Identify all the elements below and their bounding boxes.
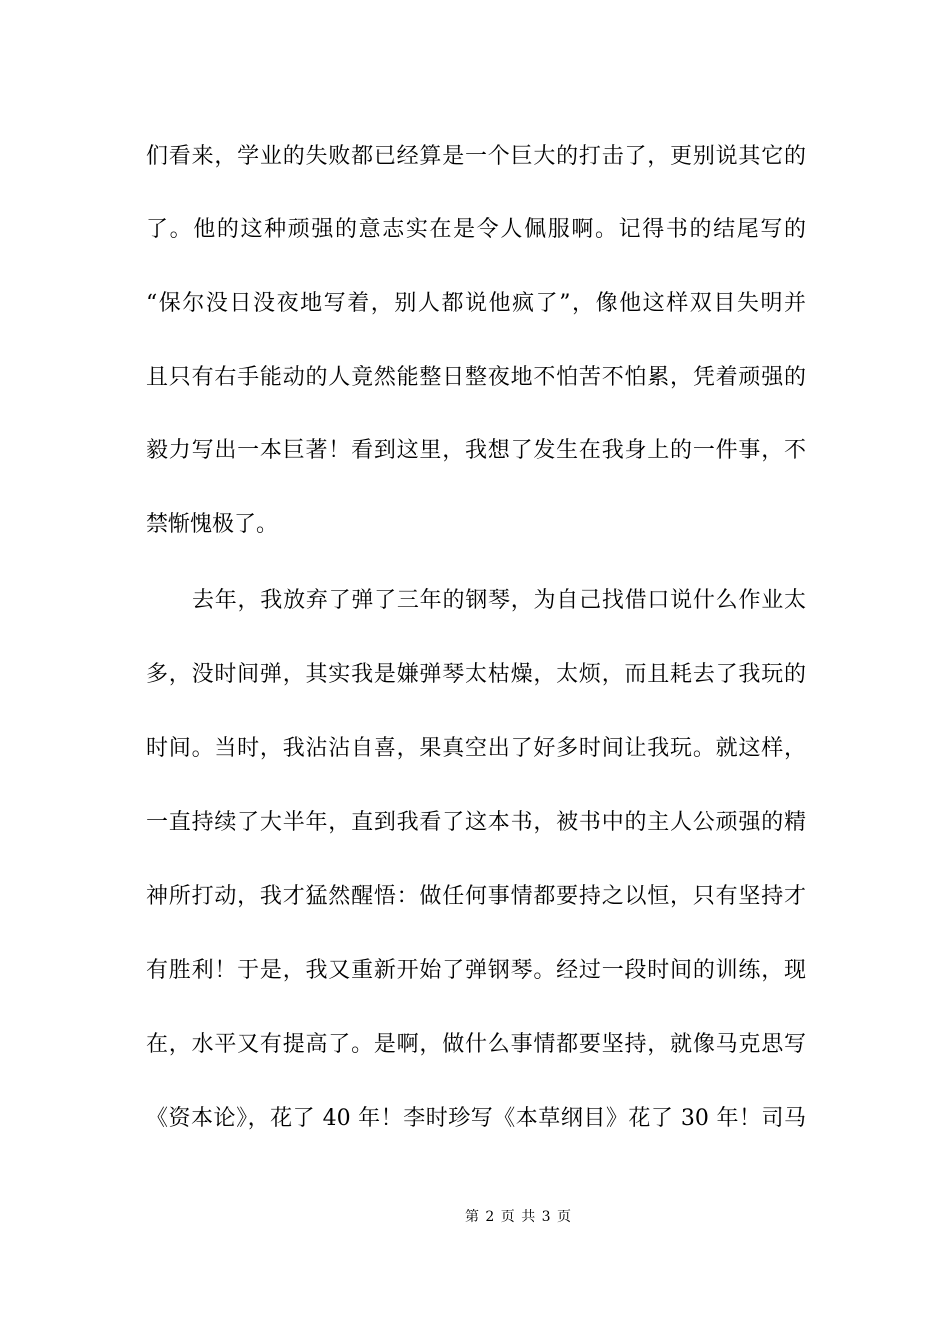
text-line: 毅力写出一本巨著！看到这里，我想了发生在我身上的一件事，不 <box>146 438 806 463</box>
page-number-footer: 第 2 页 共 3 页 <box>464 1209 572 1225</box>
text-line: 时间。当时，我沾沾自喜，果真空出了好多时间让我玩。就这样， <box>146 736 806 761</box>
text-line: 一直持续了大半年，直到我看了这本书，被书中的主人公顽强的精 <box>146 810 806 835</box>
text-line: 神所打动，我才猛然醒悟：做任何事情都要持之以恒，只有坚持才 <box>146 884 806 909</box>
text-line: 多，没时间弹，其实我是嫌弹琴太枯燥，太烦，而且耗去了我玩的 <box>146 662 806 687</box>
text-line: 们看来，学业的失败都已经算是一个巨大的打击了，更别说其它的 <box>146 144 806 169</box>
text-line: 有胜利！于是，我又重新开始了弹钢琴。经过一段时间的训练，现 <box>146 958 806 983</box>
text-line: 在，水平又有提高了。是啊，做什么事情都要坚持，就像马克思写 <box>146 1032 806 1057</box>
paragraph-first-line: 去年，我放弃了弹了三年的钢琴，为自己找借口说什么作业太 <box>192 588 806 613</box>
text-line: 且只有右手能动的人竟然能整日整夜地不怕苦不怕累，凭着顽强的 <box>146 365 806 390</box>
text-line: “保尔没日没夜地写着，别人都说他疯了”，像他这样双目失明并 <box>146 291 806 316</box>
text-line: 禁惭愧极了。 <box>146 512 279 537</box>
text-line: 《资本论》，花了 40 年！李时珍写《本草纲目》花了 30 年！司马 <box>146 1106 806 1131</box>
text-line: 了。他的这种顽强的意志实在是令人佩服啊。记得书的结尾写的 <box>146 217 806 242</box>
